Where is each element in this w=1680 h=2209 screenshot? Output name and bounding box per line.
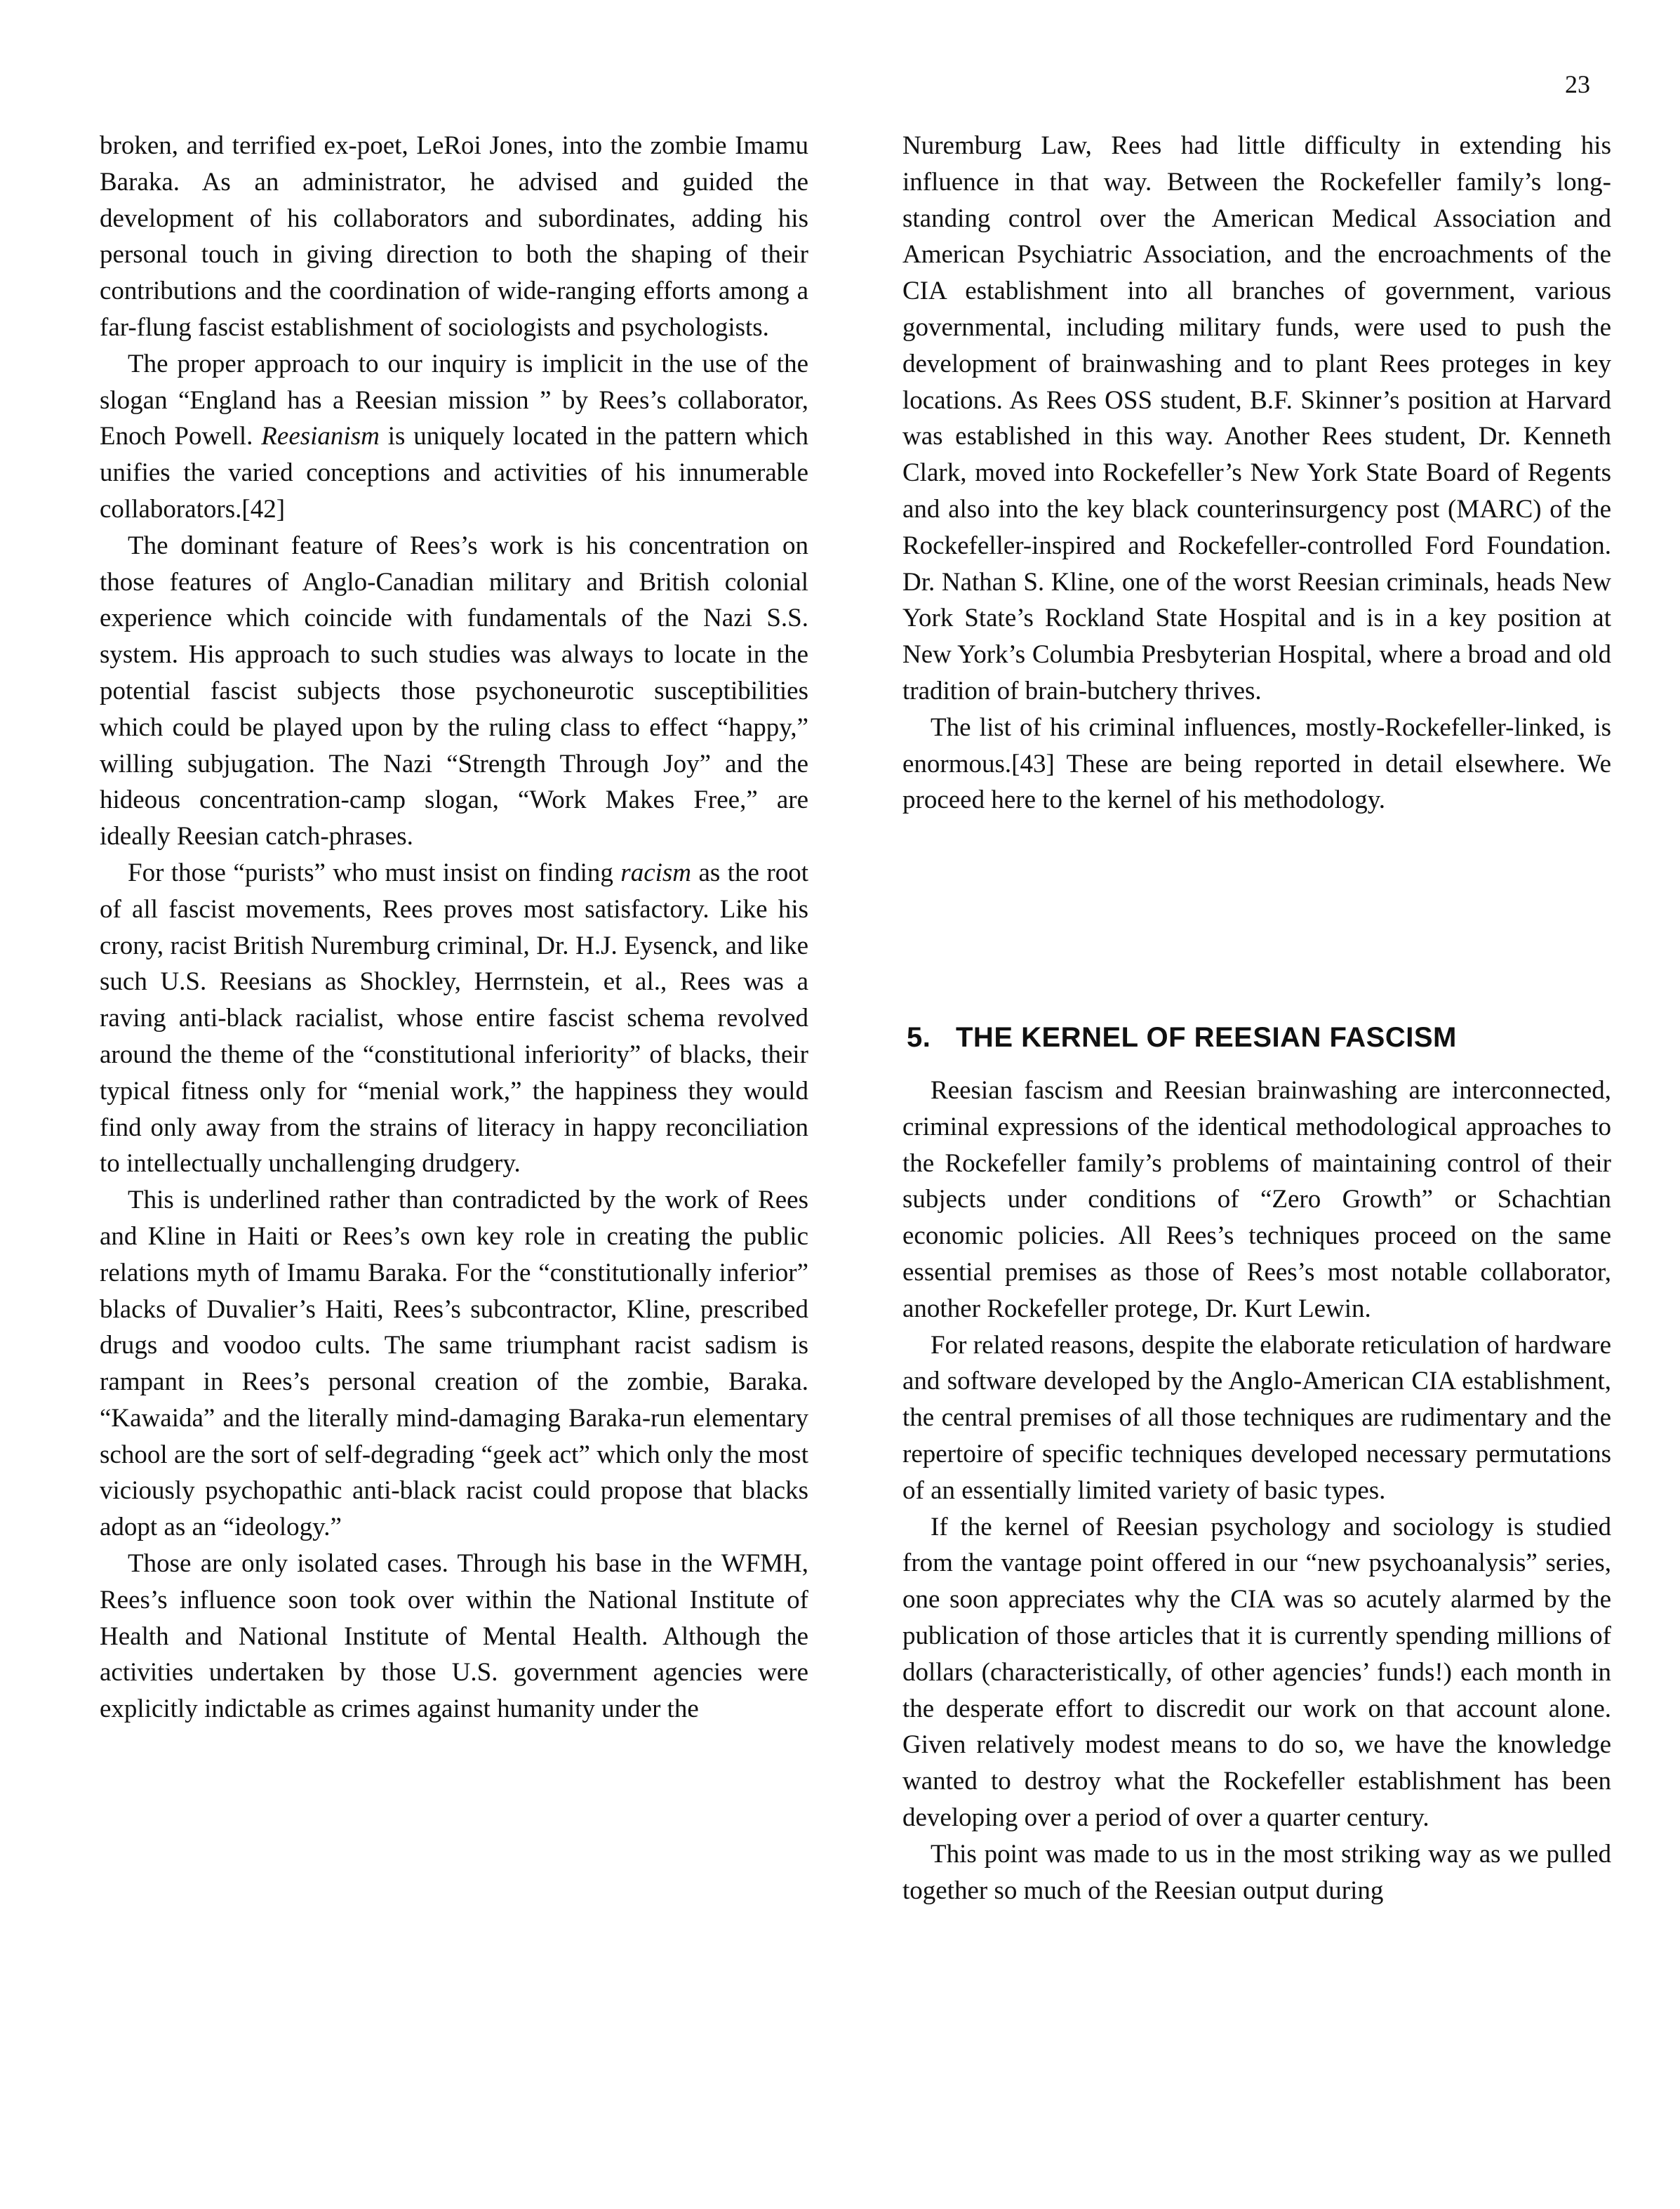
paragraph-right-5: If the kernel of Reesian psychology and sociology is studied from the vantage point offered in our “new psychoanalysis” series, one soon appreciates why the CIA was so acutely alarmed by the publication of those articles that it is currently spending millions of dollars (characteristically, of other agencies’ funds!) each month in the desperate effort to discredit our work on that account alone. Given relatively modest means to do so, we have the knowledge wanted to destroy what the Rockefeller establishment has been developing over a period of over a quarter century.	[902, 1512, 1611, 1832]
paragraph-left-2	[100, 346, 808, 528]
section-heading-text: THE KERNEL OF REESIAN FASCISM	[956, 1022, 1457, 1053]
paragraph-left-6: Those are only isolated cases. Through his base in the WFMH, Rees’s influence soon took over within the National Institute of Health and National Institute of Mental Health. Although the activities undertaken by those U.S. government agencies were explicitly indictable as crimes against humanity under the	[100, 1549, 808, 1724]
paragraph-left-1: broken, and terrified ex-poet, LeRoi Jones, into the zombie Imamu Baraka. As an administrator, he advised and guided the development of his collaborators and subordinates, adding his personal touch in giving direction to both the shaping of their contributions and the coordination of wide-ranging efforts among a far-flung fascist establishment of sociologists and psychologists.	[100, 131, 808, 342]
paragraph-right-6: This point was made to us in the most striking way as we pulled together so much of the Reesian output during	[902, 1839, 1611, 1905]
paragraph-left-2-emphasis: Reesianism	[261, 422, 380, 451]
page-number: 23	[1565, 70, 1590, 98]
paragraph-left-4-emphasis: racism	[620, 858, 692, 887]
paragraph-left-4	[100, 855, 808, 1182]
paragraph-left-2-a: The proper approach to our inquiry is implicit in the use of the slogan “England has a Reesian mission ” by Rees’s collaborator, Enoch Powell.	[100, 349, 808, 451]
section-heading	[907, 1021, 1457, 1054]
right-column-upper	[902, 128, 1611, 818]
paragraph-left-4-b: as the root of all fascist movements, Rees proves most satisfactory. Like his crony, racist British Nuremburg criminal, Dr. H.J. Eysenck, and like such U.S. Reesians as Shockley, Herrnstein, et al., Rees was a raving anti-black racialist, whose entire fascist schema revolved around the theme of the “constitutional inferiority” of blacks, their typical fitness only for “menial work,” the happiness they would find only away from the strains of literacy in happy reconciliation to intellectually unchallenging drudgery.	[100, 858, 808, 1179]
right-column-lower	[902, 1073, 1611, 1909]
paragraph-right-4: For related reasons, despite the elaborate reticulation of hardware and software developed by the Anglo-American CIA establishment, the central premises of all those techniques are rudimentary and the repertoire of specific techniques developed necessary permutations of an essentially limited variety of basic types.	[902, 1330, 1611, 1505]
paragraph-left-4-a: For those “purists” who must insist on finding	[128, 858, 621, 887]
paragraph-right-2: The list of his criminal influences, mostly-Rockefeller-linked, is enormous.[43] These are being reported in detail elsewhere. We proceed here to the kernel of his methodology.	[902, 712, 1611, 815]
section-heading-number: 5.	[907, 1022, 931, 1053]
left-column	[100, 128, 808, 1727]
paragraph-left-2-b: is uniquely located in the pattern which unifies the varied conceptions and activities of his innumerable collaborators.[42]	[100, 422, 808, 524]
paragraph-left-5: This is underlined rather than contradicted by the work of Rees and Kline in Haiti or Rees’s own key role in creating the public relations myth of Imamu Baraka. For the “constitutionally inferior” blacks of Duvalier’s Haiti, Rees’s subcontractor, Kline, prescribed drugs and voodoo cults. The same triumphant racist sadism is rampant in Rees’s personal creation of the zombie, Baraka. “Kawaida” and the literally mind-damaging Baraka-run elementary school are the sort of self-degrading “geek act” which only the most viciously psychopathic anti-black racist could propose that blacks adopt as an “ideology.”	[100, 1186, 808, 1542]
paragraph-right-3: Reesian fascism and Reesian brainwashing are interconnected, criminal expressions of the identical methodological approaches to the Rockefeller family’s problems of maintaining control of their subjects under conditions of “Zero Growth” or Schachtian economic policies. All Rees’s techniques proceed on the same essential premises as those of Rees’s most notable collaborator, another Rockefeller protege, Dr. Kurt Lewin.	[902, 1076, 1611, 1323]
paragraph-right-1: Nuremburg Law, Rees had little difficulty in extending his influence in that way. Between the Rockefeller family’s long-standing control over the American Medical Association and American Psychiatric Association, and the encroachments of the CIA establishment into all branches of government, various governmental, including military funds, were used to push the development of brainwashing and to plant Rees proteges in key locations. As Rees OSS student, B.F. Skinner’s position at Harvard was established in this way. Another Rees student, Dr. Kenneth Clark, moved into Rockefeller’s New York State Board of Regents and also into the key black counterinsurgency post (MARC) of the Rockefeller-inspired and Rockefeller-controlled Ford Foundation. Dr. Nathan S. Kline, one of the worst Reesian criminals, heads New York State’s Rockland State Hospital and is in a key position at New York’s Columbia Presbyterian Hospital, where a broad and old tradition of brain-butchery thrives.	[902, 131, 1611, 705]
paragraph-left-3: The dominant feature of Rees’s work is his concentration on those features of Anglo-Canadian military and British colonial experience which coincide with fundamentals of the Nazi S.S. system. His approach to such studies was always to locate in the potential fascist subjects those psychoneurotic susceptibilities which could be played upon by the ruling class to effect “happy,” willing subjugation. The Nazi “Strength Through Joy” and the hideous concentration-camp slogan, “Work Makes Free,” are ideally Reesian catch-phrases.	[100, 531, 808, 851]
